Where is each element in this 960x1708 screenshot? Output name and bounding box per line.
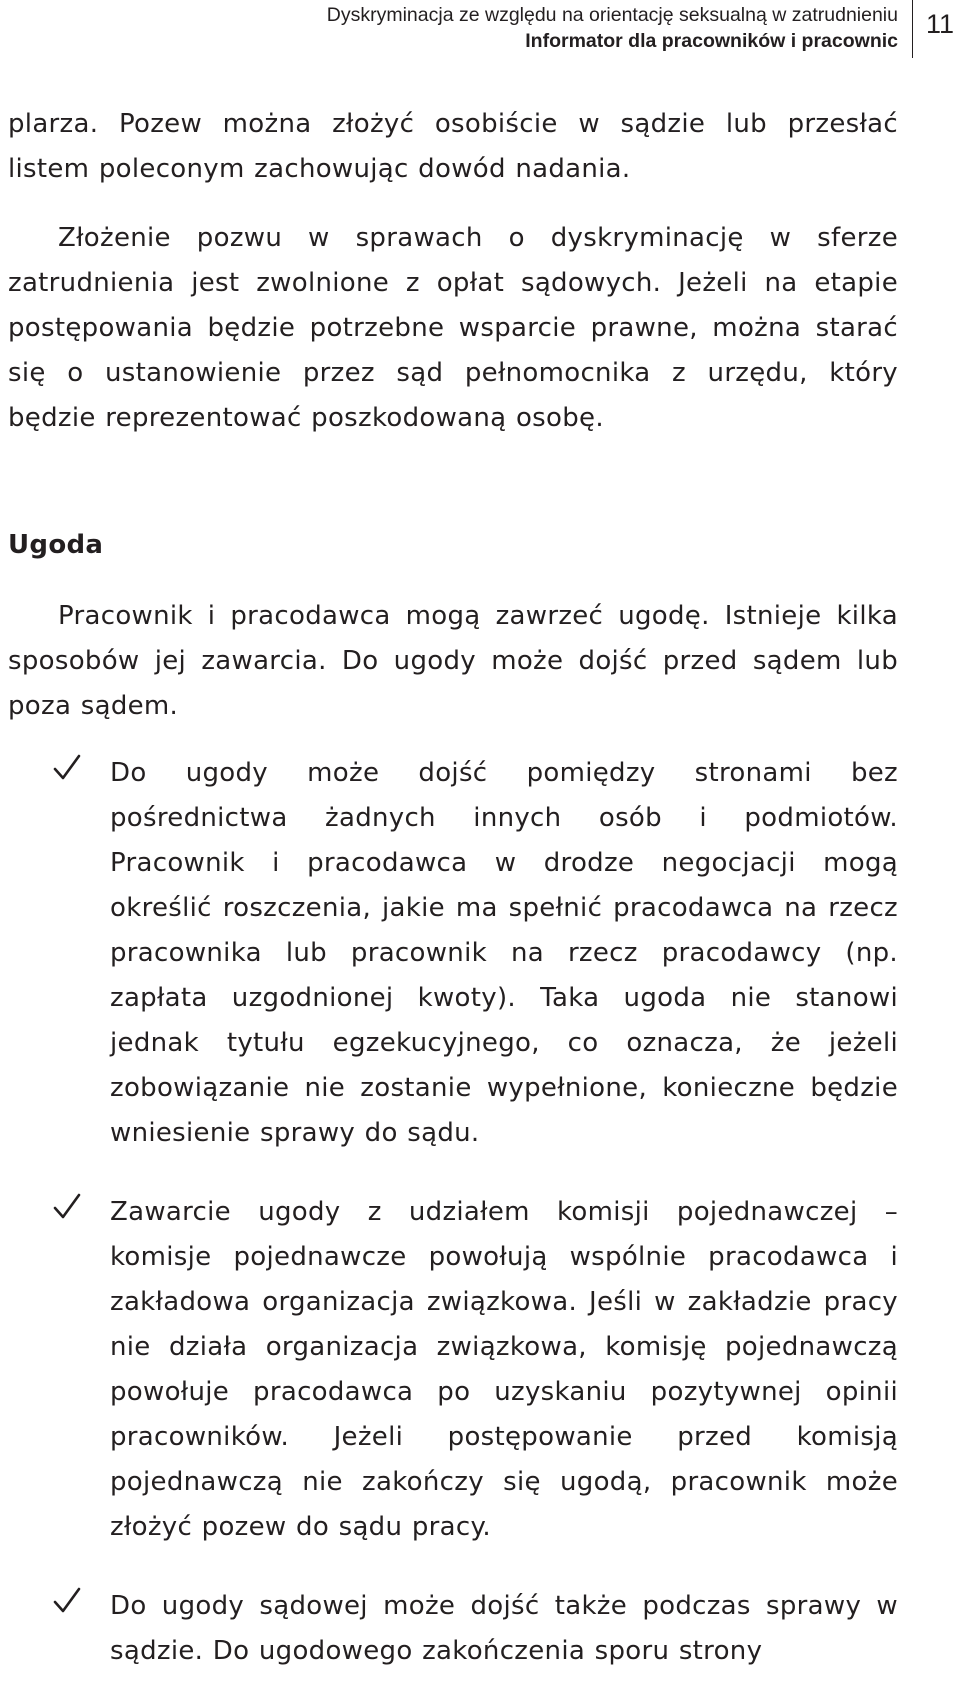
header-divider bbox=[912, 0, 913, 58]
list-item bbox=[8, 1190, 898, 1550]
running-head-subtitle: Informator dla pracowników i pracownic bbox=[525, 30, 898, 52]
list-item bbox=[8, 751, 898, 1156]
page-header bbox=[0, 0, 960, 64]
list-item-text: Zawarcie ugody z udziałem komisji pojednawczej – komisje pojednawcze powołują wspólnie pracodawca i zakładowa organizacja związkowa. Jeśli w zakładzie pracy nie działa organizacja związkowa, komisję pojednawczą powołuje pracodawca po uzyskaniu pozytywnej opinii pracowników. Jeżeli postępowanie przed komisją pojednawczą nie zakończy się ugodą, pracownik może złożyć pozew do sądu pracy. bbox=[110, 1197, 898, 1542]
paragraph-lawsuit-filing: plarza. Pozew można złożyć osobiście w sądzie lub przesłać listem poleconym zachowując dowód nadania. bbox=[8, 109, 898, 184]
list-item bbox=[8, 1584, 898, 1674]
running-head bbox=[327, 2, 898, 54]
running-head-title: Dyskryminacja ze względu na orientację seksualną w zatrudnieniu bbox=[326, 4, 898, 26]
settlement-options-list bbox=[8, 751, 898, 1674]
paragraph-court-fees: Złożenie pozwu w sprawach o dyskryminację w sferze zatrudnienia jest zwolnione z opłat sądowych. Jeżeli na etapie postępowania będzie potrzebne wsparcie prawne, można starać się o ustanowienie przez sąd pełnomocnika z urzędu, który będzie reprezentować poszkodowaną osobę. bbox=[8, 223, 898, 433]
list-item-text: Do ugody sądowej może dojść także podczas sprawy w sądzie. Do ugodowego zakończenia sporu strony bbox=[110, 1591, 898, 1666]
paragraph-settlement-intro: Pracownik i pracodawca mogą zawrzeć ugodę. Istnieje kilka sposobów jej zawarcia. Do ugody może dojść przed sądem lub poza sądem. bbox=[8, 601, 898, 721]
check-icon bbox=[52, 1192, 82, 1222]
check-icon bbox=[52, 1586, 82, 1616]
page-number: 11 bbox=[926, 9, 955, 39]
list-item-text: Do ugody może dojść pomiędzy stronami bez pośrednictwa żadnych innych osób i podmiotów. Pracownik i pracodawca w drodze negocjacji mogą określić roszczenia, jakie ma spełnić pracodawca na rzecz pracownika lub pracownik na rzecz pracodawcy (np. zapłata uzgodnionej kwoty). Taka ugoda nie stanowi jednak tytułu egzekucyjnego, co oznacza, że jeżeli zobowiązanie nie zostanie wypełnione, konieczne będzie wniesienie sprawy do sądu. bbox=[110, 758, 898, 1148]
check-icon bbox=[52, 753, 82, 783]
section-heading: Ugoda bbox=[8, 530, 104, 560]
page-body bbox=[8, 102, 898, 1674]
